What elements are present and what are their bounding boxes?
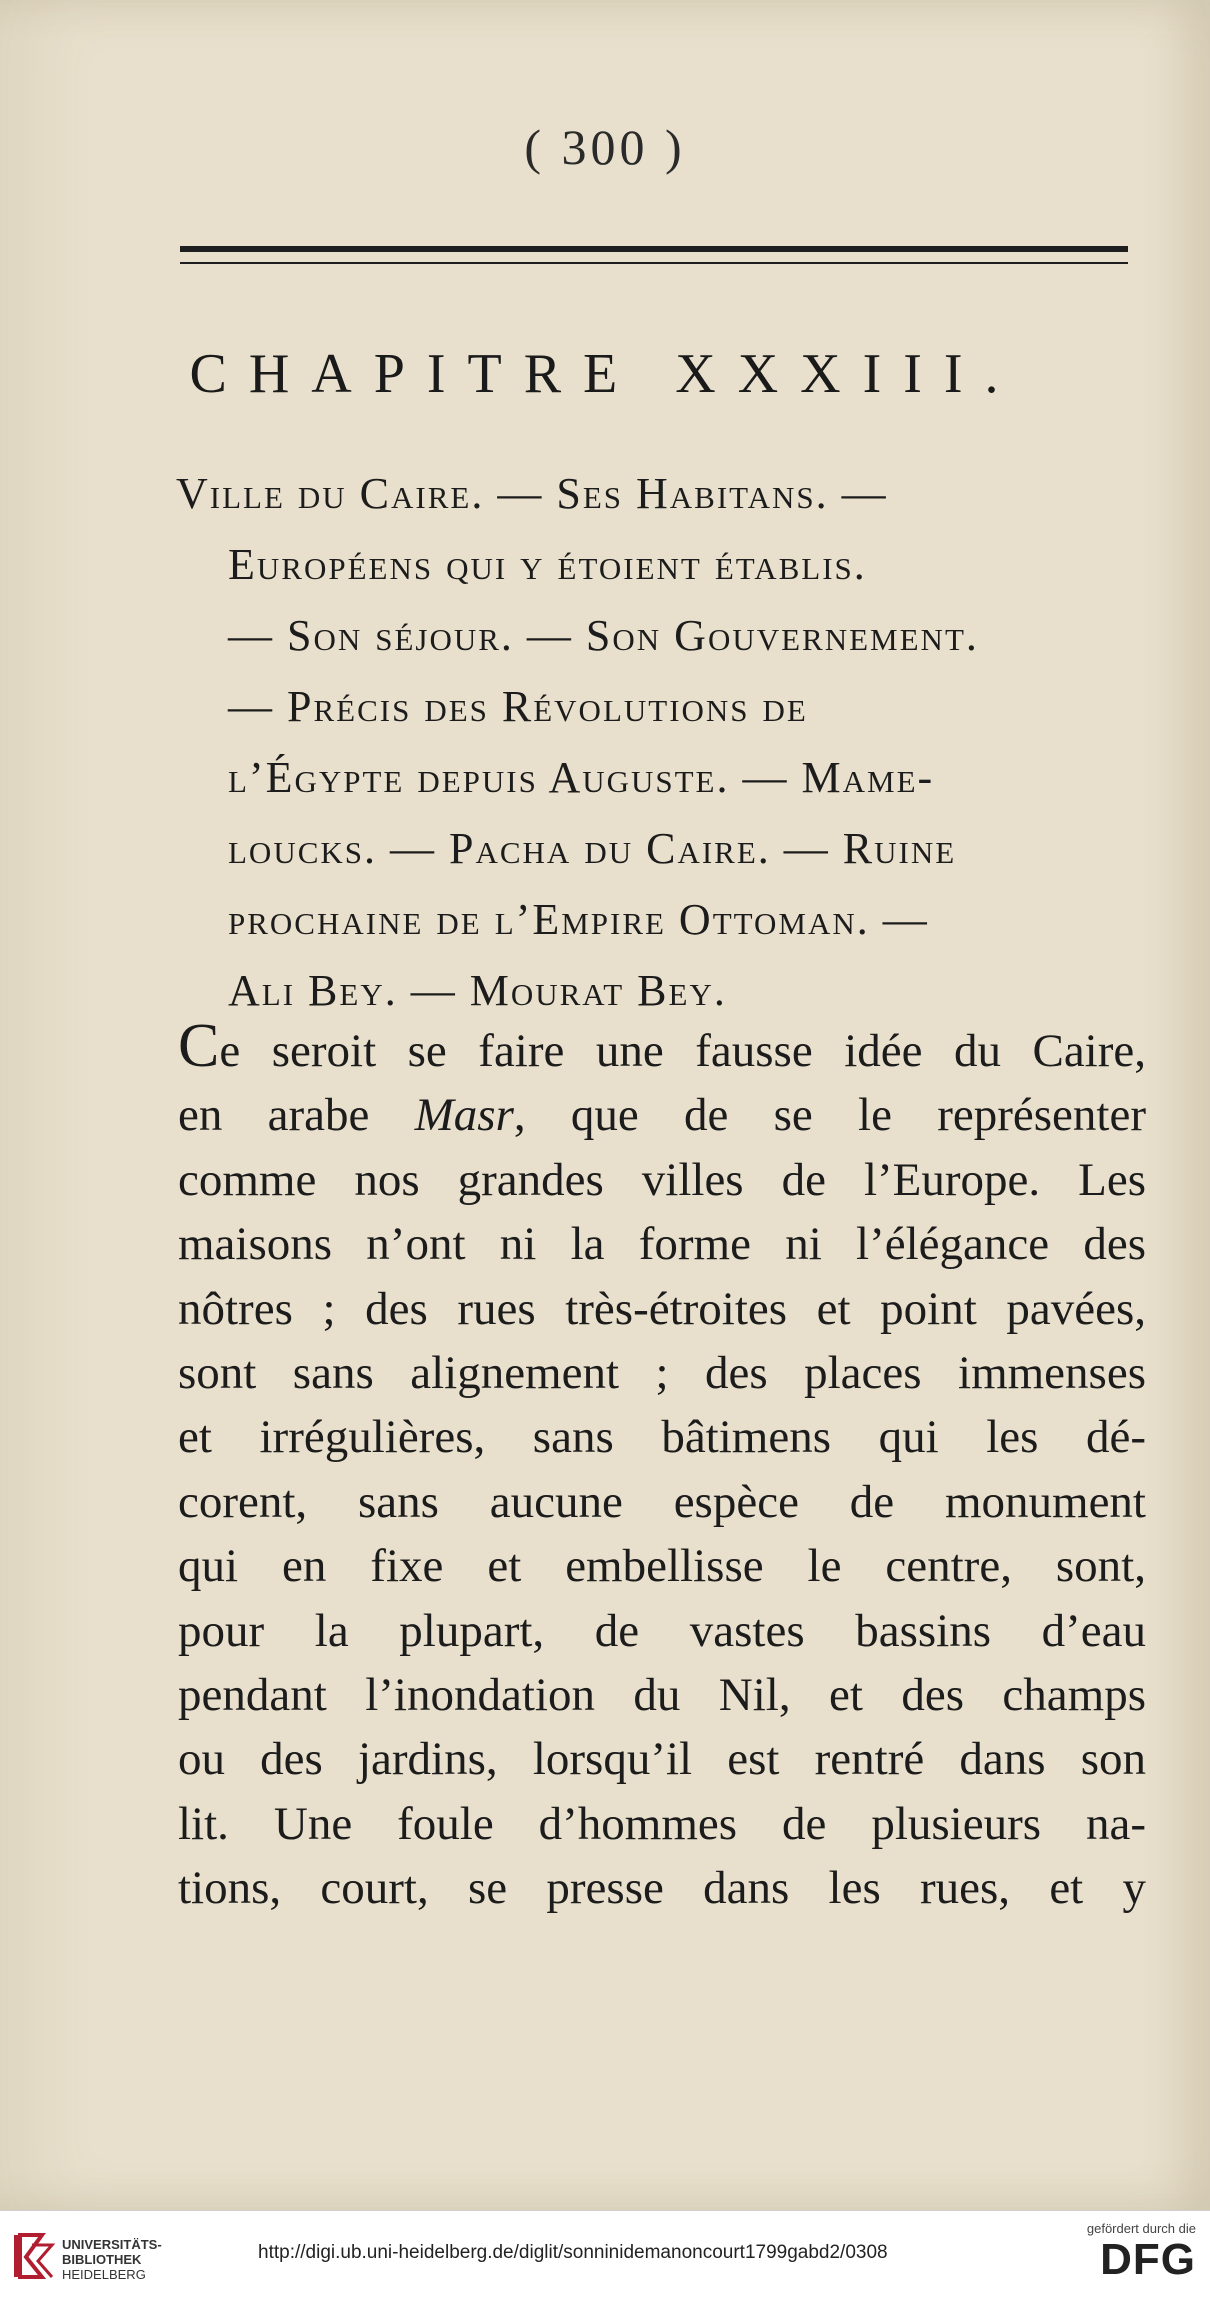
summary-line: Ali Bey. — Mourat Bey. <box>228 966 727 1015</box>
body-line-text: en arabe <box>178 1089 415 1142</box>
page-number: ( 300 ) <box>524 119 686 175</box>
header-rule-thick <box>180 246 1128 252</box>
uni-name-line: BIBLIOTHEK <box>62 2252 142 2267</box>
chapter-title: CHAPITRE XXXIII. <box>189 343 1021 405</box>
summary-line: loucks. — Pacha du Caire. — Ruine <box>228 824 957 873</box>
university-library-logo-icon <box>12 2231 56 2281</box>
summary-line: — Précis des Révolutions de <box>228 682 808 731</box>
body-line: et irrégulières, sans bâtimens qui les dé- <box>178 1411 1146 1464</box>
body-line <box>178 1014 1146 1083</box>
permalink-url[interactable]: http://digi.ub.uni-heidelberg.de/diglit/sonninidemanoncourt1799gabd2/0308 <box>258 2242 888 2263</box>
summary-line: — Son séjour. — Son Gouvernement. <box>228 611 979 660</box>
uni-name-line: HEIDELBERG <box>62 2267 146 2282</box>
drop-cap: C <box>178 1012 220 1080</box>
header-rule-thin <box>180 262 1128 264</box>
university-library-name <box>62 2237 162 2282</box>
uni-name-line: UNIVERSITÄTS- <box>62 2237 162 2252</box>
body-line: ou des jardins, lorsqu’il est rentré dans son <box>178 1733 1146 1786</box>
body-line: lit. Une foule d’hommes de plusieurs na- <box>178 1797 1146 1850</box>
summary-line: l’Égypte depuis Auguste. — Mame- <box>228 753 935 802</box>
chapter-summary <box>176 458 1146 1026</box>
body-line: tions, court, se presse dans les rues, et y <box>178 1862 1146 1915</box>
body-line <box>178 1083 1146 1147</box>
funding-credit <box>1087 2221 1196 2284</box>
body-text <box>178 1014 1146 1921</box>
dfg-logo: DFG <box>1100 2235 1196 2284</box>
body-line-text: e seroit se faire une fausse idée du Caire, <box>219 1025 1146 1077</box>
body-line: nôtres ; des rues très-étroites et point pavées, <box>178 1282 1146 1335</box>
body-line: pour la plupart, de vastes bassins d’eau <box>178 1604 1146 1657</box>
body-line: maisons n’ont ni la forme ni l’élégance des <box>178 1218 1146 1271</box>
body-line: qui en fixe et embellisse le centre, sont, <box>178 1540 1146 1593</box>
body-line: comme nos grandes villes de l’Europe. Les <box>178 1153 1146 1206</box>
viewer-footer <box>0 2210 1210 2298</box>
body-line: sont sans alignement ; des places immenses <box>178 1347 1146 1400</box>
funded-by-label: gefördert durch die <box>1086 2221 1196 2236</box>
italic-word: Masr <box>414 1089 514 1142</box>
body-line: corent, sans aucune espèce de monument <box>178 1475 1146 1528</box>
summary-line: prochaine de l’Empire Ottoman. — <box>228 895 929 944</box>
summary-line: Ville du Caire. — Ses Habitans. — <box>176 469 888 518</box>
summary-line: Européens qui y étoient établis. <box>228 540 867 589</box>
body-line: pendant l’inondation du Nil, et des champs <box>178 1669 1146 1722</box>
body-line-text: , que de se le représenter <box>513 1089 1146 1142</box>
